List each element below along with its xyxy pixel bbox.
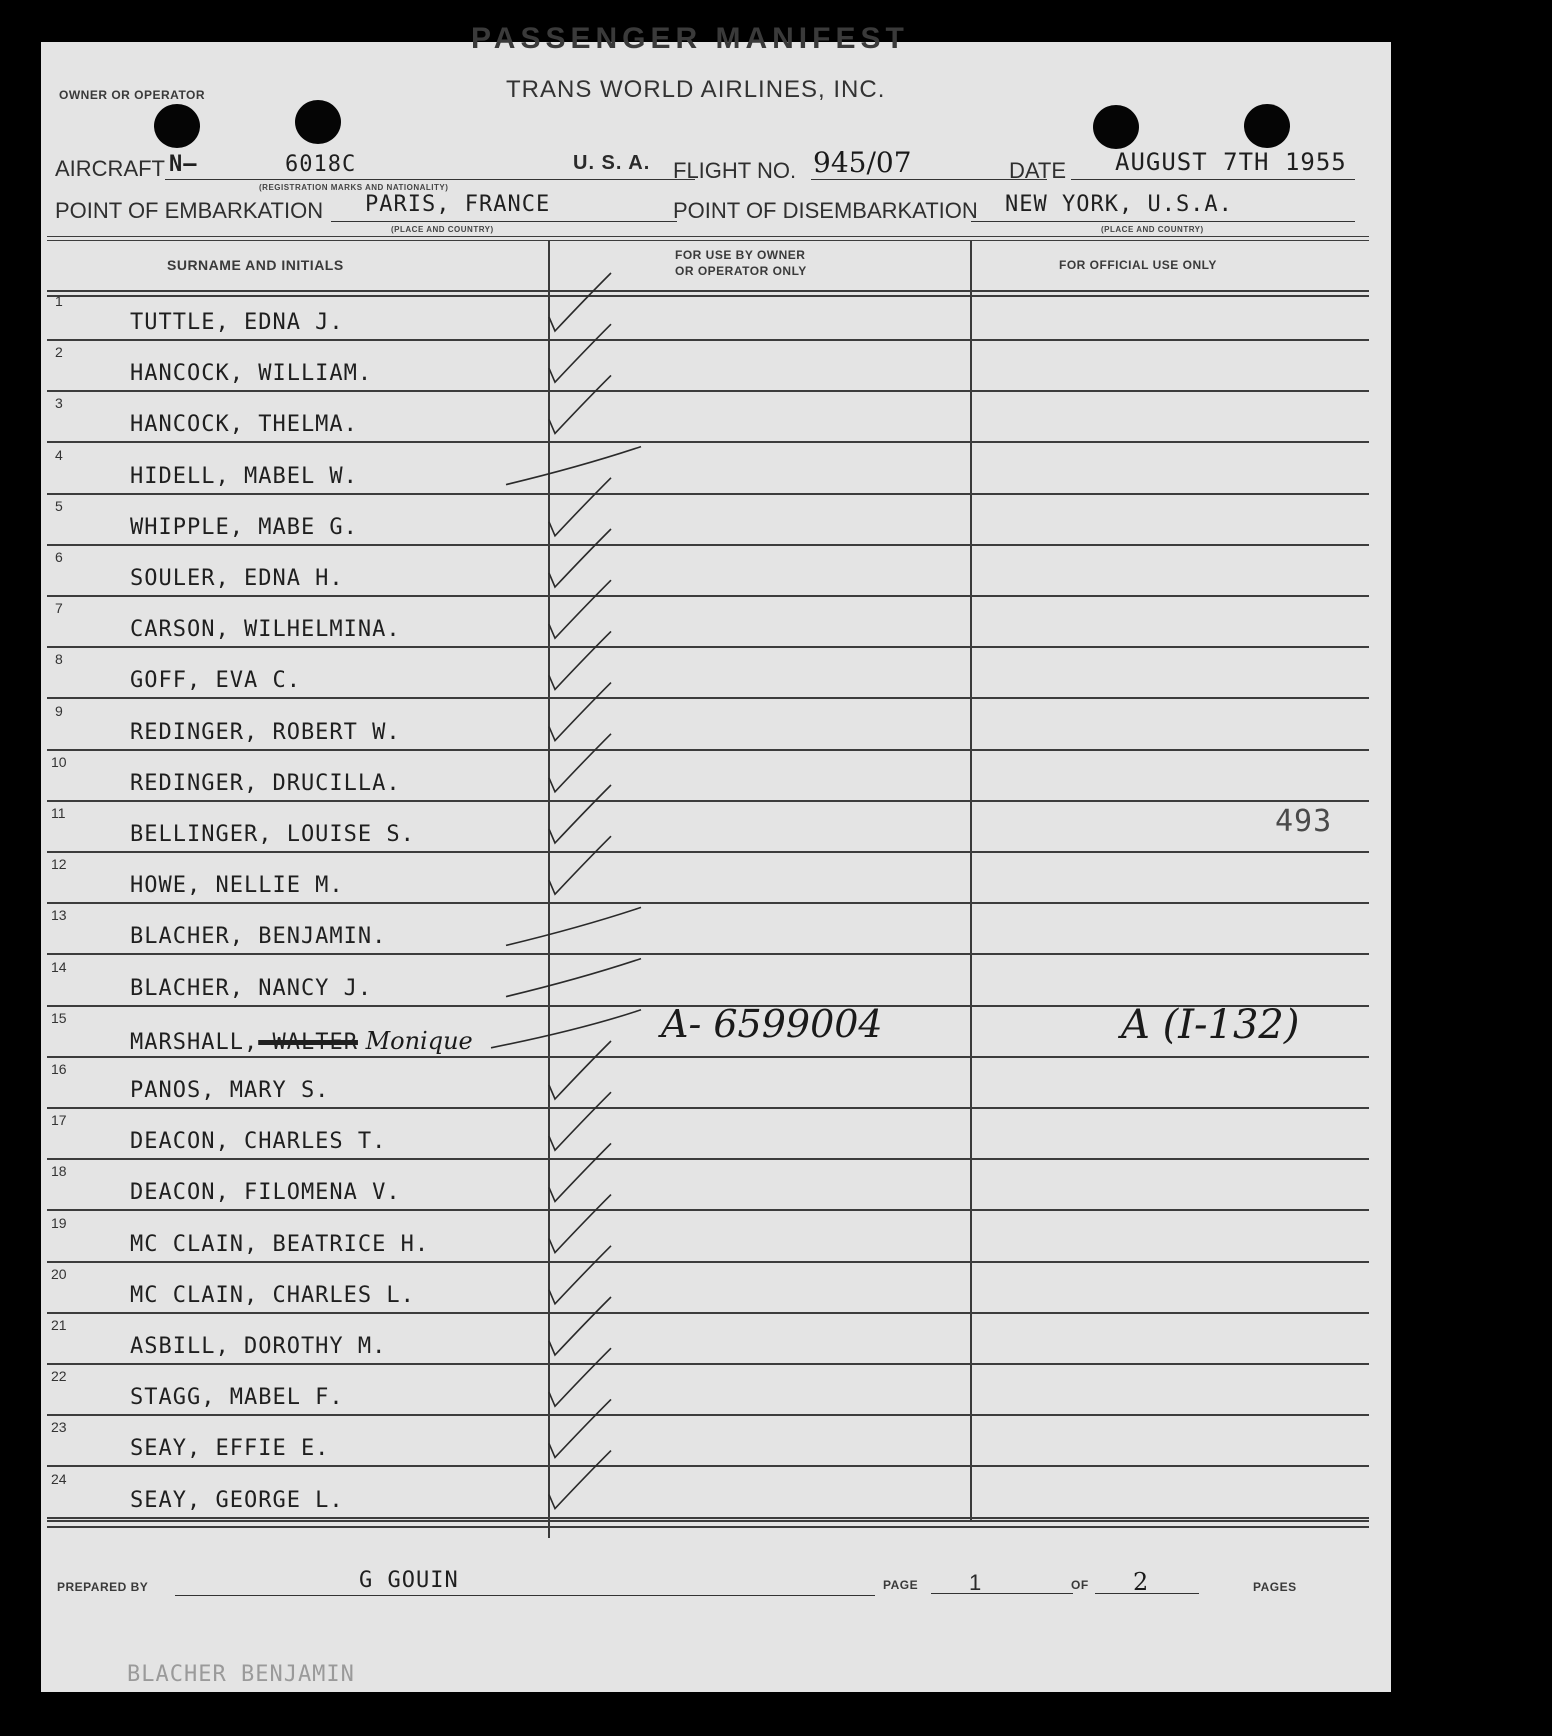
row-number: 6: [55, 549, 63, 565]
passenger-name: CARSON, WILHELMINA.: [130, 617, 401, 643]
passenger-name: HOWE, NELLIE M.: [130, 873, 344, 899]
disembarkation-value: NEW YORK, U.S.A.: [1005, 192, 1233, 217]
row-number: 23: [51, 1419, 67, 1436]
row-rule: [47, 1517, 1369, 1519]
check-mark: [549, 1451, 611, 1509]
check-mark: [491, 1010, 641, 1048]
check-mark: [549, 375, 611, 433]
check-mark: [549, 273, 611, 331]
row-rule: [47, 441, 1369, 443]
row-number: 7: [55, 600, 63, 617]
passenger-name: TUTTLE, EDNA J.: [130, 310, 344, 335]
row-rule: [47, 1363, 1369, 1365]
passenger-name: HANCOCK, THELMA.: [130, 412, 358, 438]
passenger-name: REDINGER, ROBERT W.: [130, 719, 401, 745]
column-header-owner-1: FOR USE BY OWNER: [675, 248, 806, 262]
passenger-name: BELLINGER, LOUISE S.: [130, 822, 415, 847]
header-rule-bottom: [47, 290, 1369, 292]
row-rule: [47, 749, 1369, 751]
check-mark: [549, 1348, 611, 1406]
row-number: 20: [51, 1265, 67, 1282]
row-number: 8: [55, 651, 63, 668]
row-rule: [47, 1261, 1369, 1263]
page-label: PAGE: [883, 1578, 919, 1592]
row-number: 18: [51, 1163, 67, 1180]
row-number: 3: [55, 395, 63, 412]
row-rule: [47, 646, 1369, 648]
table-bottom-rule: [47, 1520, 1369, 1522]
check-mark: [549, 734, 611, 792]
row-number: 22: [51, 1368, 67, 1385]
check-mark: [549, 1399, 611, 1457]
row-number: 4: [55, 446, 63, 463]
row-rule: [47, 1107, 1369, 1109]
passenger-name: DEACON, FILOMENA V.: [130, 1180, 401, 1206]
disembarkation-label: POINT OF DISEMBARKATION: [673, 198, 978, 223]
row-rule: [47, 953, 1369, 955]
of-value: 2: [1133, 1568, 1149, 1596]
column-separator-2: [970, 240, 972, 1520]
row-rule: [47, 595, 1369, 597]
passport-number: A- 6599004: [661, 1002, 883, 1046]
punch-hole-1: [154, 104, 200, 148]
check-mark: [506, 959, 641, 997]
official-note: 493: [1275, 804, 1333, 839]
handwritten-name: Monique: [357, 1026, 473, 1055]
disembarkation-underline: [971, 221, 1355, 222]
row-rule: [47, 339, 1369, 341]
owner-operator-label: OWNER OR OPERATOR: [59, 88, 206, 102]
punch-hole-4: [1244, 104, 1290, 148]
page-value: 1: [969, 1570, 982, 1595]
row-rule: [47, 1465, 1369, 1467]
row-number: 24: [51, 1470, 67, 1487]
row-rule: [47, 493, 1369, 495]
row-rule: [47, 1056, 1369, 1058]
table-bottom-rule-2: [47, 1526, 1369, 1528]
embarkation-label: POINT OF EMBARKATION: [55, 198, 324, 223]
row-number: 17: [51, 1112, 67, 1129]
check-mark: [549, 1092, 611, 1150]
header-rule-bottom-2: [47, 295, 1369, 297]
date-value: AUGUST 7TH 1955: [1115, 148, 1347, 176]
row-rule: [47, 1312, 1369, 1314]
passenger-name: MC CLAIN, CHARLES L.: [130, 1282, 415, 1308]
passenger-name: ASBILL, DOROTHY M.: [130, 1334, 387, 1359]
row-number: 15: [51, 1009, 67, 1026]
aircraft-underline: [165, 179, 695, 180]
passenger-name: PANOS, MARY S.: [130, 1078, 330, 1103]
row-number: 1: [55, 293, 63, 309]
of-label: OF: [1071, 1578, 1089, 1592]
passenger-name: DEACON, CHARLES T.: [130, 1129, 387, 1155]
official-code: A (I-132): [1121, 1002, 1300, 1048]
check-mark: [549, 324, 611, 382]
row-number: 12: [51, 856, 67, 873]
flight-label: FLIGHT NO.: [673, 158, 797, 183]
row-number: 9: [55, 702, 63, 719]
check-mark: [506, 907, 641, 945]
passenger-name: HANCOCK, WILLIAM.: [130, 361, 373, 387]
row-rule: [47, 390, 1369, 392]
check-mark: [549, 836, 611, 894]
pages-label: PAGES: [1253, 1580, 1297, 1594]
column-header-owner-2: OR OPERATOR ONLY: [675, 264, 807, 278]
row-rule: [47, 1414, 1369, 1416]
check-mark: [549, 785, 611, 843]
passenger-name: HIDELL, MABEL W.: [130, 463, 358, 489]
row-number: 10: [51, 753, 67, 770]
row-rule: [47, 800, 1369, 802]
header-rule-top-2: [47, 240, 1369, 241]
header-rule-top: [47, 236, 1369, 237]
row-number: 14: [51, 958, 67, 975]
row-number: 2: [55, 344, 63, 361]
check-mark: [549, 529, 611, 587]
place-caption-disembarkation: (PLACE AND COUNTRY): [1101, 225, 1204, 234]
check-mark: [549, 1246, 611, 1304]
aircraft-number: 6018C: [285, 152, 357, 177]
row-rule: [47, 1209, 1369, 1211]
check-mark: [549, 1041, 611, 1099]
passenger-name: SEAY, GEORGE L.: [130, 1487, 344, 1513]
column-separator-1: [548, 240, 550, 1538]
check-mark: [549, 631, 611, 689]
row-number: 16: [51, 1061, 67, 1077]
registration-caption: (REGISTRATION MARKS AND NATIONALITY): [259, 183, 449, 192]
embarkation-value: PARIS, FRANCE: [365, 192, 551, 217]
passenger-name: STAGG, MABEL F.: [130, 1385, 344, 1411]
date-label: DATE: [1009, 158, 1067, 183]
punch-hole-2: [295, 100, 341, 144]
manifest-title: PASSENGER MANIFEST: [471, 22, 909, 55]
row-number: 11: [51, 805, 66, 821]
punch-hole-3: [1093, 105, 1139, 149]
prepared-by-label: PREPARED BY: [57, 1580, 149, 1594]
row-rule: [47, 544, 1369, 546]
struck-name: WALTER: [258, 1029, 358, 1055]
passenger-name: REDINGER, DRUCILLA.: [130, 770, 401, 796]
check-mark: [549, 580, 611, 638]
flight-number: 945/07: [813, 146, 912, 179]
page-underline: [931, 1593, 1073, 1594]
row-rule: [47, 697, 1369, 699]
passenger-name: WHIPPLE, MABE G.: [130, 514, 358, 540]
passenger-name: MARSHALL, WALTER Monique: [130, 1026, 473, 1055]
prepared-by-value: G GOUIN: [359, 1568, 459, 1593]
check-mark: [549, 683, 611, 741]
passenger-name: BLACHER, BENJAMIN.: [130, 924, 387, 950]
check-mark: [549, 1143, 611, 1201]
airline-name: TRANS WORLD AIRLINES, INC.: [506, 76, 886, 103]
passenger-name: SEAY, EFFIE E.: [130, 1436, 330, 1462]
row-rule: [47, 1158, 1369, 1160]
passenger-name: SOULER, EDNA H.: [130, 566, 344, 591]
passenger-name: GOFF, EVA C.: [130, 668, 301, 694]
row-rule: [47, 902, 1369, 904]
row-number: 21: [51, 1317, 67, 1333]
aircraft-prefix: N—: [169, 152, 198, 177]
aircraft-label: AIRCRAFT: [55, 156, 165, 181]
manifest-sheet: [41, 22, 1391, 1692]
prepared-underline: [175, 1595, 875, 1596]
row-number: 19: [51, 1214, 67, 1231]
row-number: 13: [51, 907, 67, 924]
row-number: 5: [55, 497, 63, 514]
country-code: U. S. A.: [573, 152, 651, 174]
check-mark: [549, 1195, 611, 1253]
check-mark: [549, 1297, 611, 1355]
date-underline: [1071, 179, 1355, 180]
check-mark: [549, 478, 611, 536]
passenger-name: MC CLAIN, BEATRICE H.: [130, 1231, 430, 1257]
check-mark: [506, 447, 641, 485]
column-header-surname: SURNAME AND INITIALS: [167, 257, 344, 273]
place-caption-embarkation: (PLACE AND COUNTRY): [391, 225, 494, 234]
column-header-official: FOR OFFICIAL USE ONLY: [1059, 258, 1217, 272]
row-rule: [47, 851, 1369, 853]
bottom-ghost-text: BLACHER BENJAMIN: [127, 1662, 355, 1687]
embarkation-underline: [331, 221, 677, 222]
passenger-name: BLACHER, NANCY J.: [130, 975, 373, 1001]
